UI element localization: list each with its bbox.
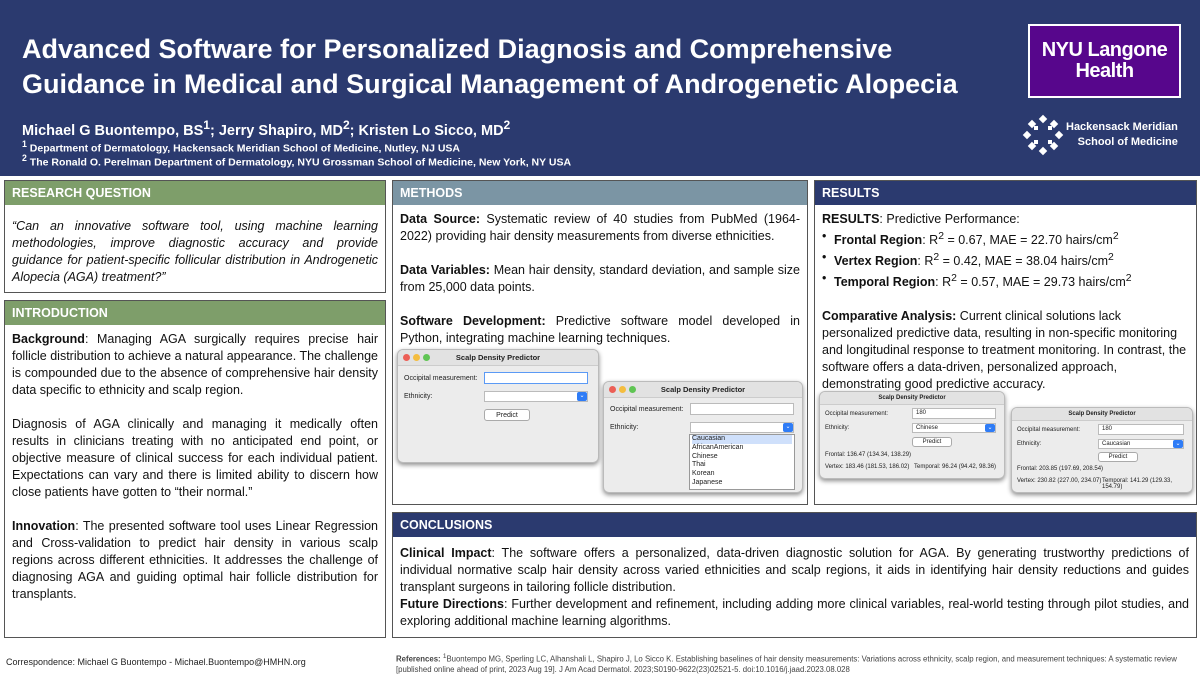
occipital-label: Occipital measurement: (825, 411, 889, 417)
comparative-text: Current clinical solutions lack personalized predictive data, resulting in non-specific monitoring and longitudinal response to treatment monitoring. In contrast, the software offers a data-driven, personalized approach, demonstrating good predictive accuracy. (822, 309, 1187, 392)
ethnicity-select[interactable] (484, 391, 588, 402)
references-sup: 1 (442, 653, 447, 660)
result-item-frontal (822, 228, 1189, 249)
result-item-temporal (822, 270, 1189, 291)
predict-button[interactable]: Predict (912, 437, 952, 447)
minimize-dot-icon[interactable] (619, 386, 626, 393)
affiliation-text: Department of Dermatology, Hackensack Meridian School of Medicine, Nutley, NJ USA (26, 142, 460, 155)
results-intro (822, 211, 1189, 228)
research-question-panel (4, 180, 386, 293)
clinical-impact-label: Clinical Impact (400, 546, 492, 560)
occipital-label: Occipital measurement: (404, 375, 478, 382)
dropdown-option[interactable]: AfricanAmerican (692, 443, 744, 451)
innovation-paragraph (12, 518, 378, 603)
window-controls (609, 386, 636, 393)
zoom-dot-icon[interactable] (629, 386, 636, 393)
poster-header (0, 0, 1200, 176)
introduction-panel (4, 300, 386, 638)
author-sep: ; (209, 122, 219, 139)
result-text: = 0.57, MAE = 29.73 hairs/cm (956, 275, 1126, 290)
affiliation-text: The Ronald O. Perelman Department of Dermatology, NYU Grossman School of Medicine, New York, NY USA (26, 156, 572, 169)
affiliation-2 (22, 153, 571, 169)
app-window-title: Scalp Density Predictor (1068, 411, 1136, 417)
app-title-bar (604, 382, 802, 398)
poster-title: Advanced Software for Personalized Diagnosis and Comprehensive Guidance in Medical and Surgical Management of Androgenetic Alopecia (22, 34, 958, 99)
diagnosis-paragraph: Diagnosis of AGA clinically and managing it medically often results in clinicians treating with no anticipated end point, or objective measure of clinical success for each individual patient. Expectations can vary and there is limited ability to discern how close patients have gotten to “their normal.” (12, 417, 378, 499)
author-sup: 2 (342, 118, 350, 132)
conclusions-heading: CONCLUSIONS (393, 513, 1196, 537)
window-controls (403, 354, 430, 361)
app-window-dropdown (603, 381, 803, 493)
temporal-result: Temporal: 96.24 (94.42, 98.36) (914, 464, 997, 470)
result-sup: 2 (1112, 231, 1119, 242)
software-dev-label: Software Development: (400, 314, 546, 328)
dropdown-option[interactable]: Korean (692, 470, 715, 478)
ethnicity-label: Ethnicity: (1017, 441, 1042, 447)
predict-button[interactable]: Predict (484, 409, 530, 421)
chevron-down-icon: ⌄ (1173, 440, 1183, 448)
app-window-title: Scalp Density Predictor (455, 353, 541, 362)
temporal-result: Temporal: 141.29 (129.33, 154.79) (1102, 478, 1173, 490)
research-question-heading: RESEARCH QUESTION (5, 181, 385, 205)
hackensack-emblem-icon (1022, 114, 1064, 156)
future-directions-text: : Further development and refinement, including adding more clinical variables, real-world testing through pilot studies, and exploring additional machine learning algorithms. (400, 597, 1189, 628)
app-window-result-chinese (819, 391, 1005, 479)
ethnicity-select[interactable] (690, 422, 794, 433)
nyu-logo-line1: NYU Langone (1041, 39, 1168, 61)
ethnicity-value: Chinese (916, 425, 939, 431)
chevron-down-icon: ⌄ (577, 392, 587, 401)
result-label: Frontal Region (834, 233, 923, 248)
author-name: Michael G Buontempo, BS (22, 122, 204, 139)
references (396, 652, 1196, 675)
hackensack-logo (1022, 112, 1190, 158)
author-list (22, 118, 510, 139)
occipital-input[interactable]: 180 (1098, 424, 1184, 435)
result-sup: 2 (951, 273, 957, 285)
references-label: References: (396, 654, 441, 664)
app-title-bar (1012, 408, 1192, 421)
vertex-result: Vertex: 230.82 (227.00, 234.07) (1017, 478, 1102, 484)
introduction-body (5, 325, 385, 609)
background-paragraph (12, 331, 378, 399)
ethnicity-select[interactable] (912, 423, 996, 433)
result-text: = 0.42, MAE = 38.04 hairs/cm (939, 254, 1108, 269)
chevron-down-icon: ⌄ (783, 423, 793, 432)
nyu-langone-logo (1028, 24, 1181, 98)
hackensack-line1: Hackensack Meridian (1066, 121, 1178, 133)
methods-body (393, 205, 807, 353)
occipital-label: Occipital measurement: (1017, 427, 1081, 433)
data-variables-paragraph (400, 262, 800, 296)
methods-panel (392, 180, 808, 505)
conclusions-body (393, 537, 1196, 636)
references-text: Buontempo MG, Sperling LC, Alhanshali L, Shapiro J, Lo Sicco K. Establishing baselines of hair density measurements: Variations across ethnicity, scalp region, and measurement techniques: A systematic review [published online ahead of print, 2023 Aug 19]. J Am Acad Dermatol. 2023;S0190-9622(23)02521-5. doi:10.1016/j.jaad.2023.08.028 (396, 654, 1177, 674)
results-panel (814, 180, 1197, 505)
correspondence: Correspondence: Michael G Buontempo - Michael.Buontempo@HMHN.org (6, 657, 306, 667)
result-sup: 2 (933, 252, 940, 264)
background-text: : Managing AGA surgically requires precise hair follicle distribution to achieve a natural appearance. The challenge is compounded due to the absence of comprehensive hair density data specific to ethnicity and scalp region. (12, 332, 378, 397)
author-sup: 1 (203, 118, 210, 132)
result-sup: 2 (1108, 252, 1114, 264)
data-variables-text: Mean hair density, standard deviation, and sample size from 25,000 data points. (400, 263, 800, 294)
affiliation-sup: 2 (22, 153, 27, 163)
close-dot-icon[interactable] (609, 386, 616, 393)
close-dot-icon[interactable] (403, 354, 410, 361)
clinical-impact-text: : The software offers a personalized, data-driven diagnostic solution for AGA. By generating trustworthy predictions of individual normative scalp hair density across varied ethnicities and scalp regions, it aids in identifying hair density reductions and guides transplant surgeons in tailoring follicle distribution. (400, 546, 1189, 594)
conclusions-panel (392, 512, 1197, 638)
occipital-label: Occipital measurement: (610, 406, 684, 413)
app-title-bar (820, 392, 1004, 405)
app-window-empty (397, 349, 599, 463)
ethnicity-label: Ethnicity: (404, 393, 433, 400)
comparative-paragraph (822, 308, 1189, 393)
ethnicity-dropdown-list (689, 434, 795, 490)
chevron-down-icon: ⌄ (985, 424, 995, 432)
author-sup: 2 (503, 118, 511, 132)
future-directions-paragraph (400, 596, 1189, 630)
dropdown-option[interactable]: Japanese (692, 478, 723, 486)
occipital-input[interactable] (690, 403, 794, 415)
nyu-logo-line2: Health (1075, 60, 1134, 82)
frontal-result: Frontal: 136.47 (134.34, 138.29) (825, 452, 912, 458)
research-question-text: “Can an innovative software tool, using machine learning methodologies, improve diagnostic accuracy and provide guidance for patient-specific follicular distribution in Androgenetic Alopecia (AGA) treatment?” (12, 219, 378, 284)
results-list (822, 228, 1189, 291)
hackensack-logo-text (1066, 120, 1178, 150)
result-text: : R (935, 275, 952, 290)
results-body (815, 205, 1196, 399)
data-source-paragraph (400, 211, 800, 245)
results-intro-label: RESULTS (822, 212, 880, 226)
app-window-result-caucasian (1011, 407, 1193, 493)
ethnicity-label: Ethnicity: (610, 424, 639, 431)
result-sup: 2 (1125, 273, 1132, 285)
app-window-title: Scalp Density Predictor (878, 395, 946, 401)
results-heading: RESULTS (815, 181, 1196, 205)
app-title-bar (398, 350, 598, 366)
occipital-input[interactable] (484, 372, 588, 384)
results-intro-text: : Predictive Performance: (879, 212, 1020, 226)
affiliation-sup: 1 (22, 139, 27, 149)
methods-heading: METHODS (393, 181, 807, 205)
result-label: Temporal Region (834, 275, 936, 290)
software-dev-paragraph (400, 313, 800, 347)
data-variables-label: Data Variables: (400, 263, 490, 277)
innovation-label: Innovation (12, 519, 76, 533)
zoom-dot-icon[interactable] (423, 354, 430, 361)
result-sup: 2 (938, 231, 944, 242)
frontal-result: Frontal: 203.85 (197.69, 208.54) (1017, 466, 1104, 472)
future-directions-label: Future Directions (400, 597, 504, 611)
author-name: Jerry Shapiro, MD (218, 122, 343, 139)
occipital-input[interactable]: 180 (912, 408, 996, 419)
dropdown-option[interactable]: Caucasian (692, 435, 792, 444)
dropdown-option[interactable]: Thai (692, 461, 706, 469)
result-item-vertex (822, 249, 1189, 270)
background-label: Background (12, 332, 85, 346)
introduction-heading: INTRODUCTION (5, 301, 385, 325)
ethnicity-label: Ethnicity: (825, 425, 850, 431)
clinical-impact-paragraph (400, 545, 1189, 596)
ethnicity-select[interactable] (1098, 439, 1184, 449)
innovation-text: : The presented software tool uses Linear Regression and Cross-validation to predict hair density in various scalp regions across different ethnicities. It addresses the challenge of diagnosing AGA and guiding optimal hair follicle distribution for transplants. (12, 519, 378, 601)
dropdown-option[interactable]: Chinese (692, 452, 718, 460)
result-text: : R (917, 254, 934, 269)
software-dev-text: Predictive software model developed in Python, integrating machine learning techniques. (400, 314, 800, 345)
data-source-text: Systematic review of 40 studies from PubMed (1964-2022) providing hair density measurements from diverse ethnicities. (400, 212, 801, 243)
ethnicity-value: Caucasian (1102, 441, 1131, 447)
author-name: Kristen Lo Sicco, MD (358, 122, 504, 139)
minimize-dot-icon[interactable] (413, 354, 420, 361)
comparative-label: Comparative Analysis: (822, 309, 957, 324)
data-source-label: Data Source: (400, 212, 481, 226)
hackensack-line2: School of Medicine (1077, 136, 1178, 148)
app-window-title: Scalp Density Predictor (660, 385, 746, 394)
result-label: Vertex Region (834, 254, 918, 269)
result-text: : R (922, 233, 939, 248)
author-sep: ; (349, 122, 359, 139)
predict-button[interactable]: Predict (1098, 452, 1138, 462)
vertex-result: Vertex: 183.46 (181.53, 186.02) (825, 464, 910, 470)
result-text: = 0.67, MAE = 22.70 hairs/cm (943, 233, 1113, 248)
